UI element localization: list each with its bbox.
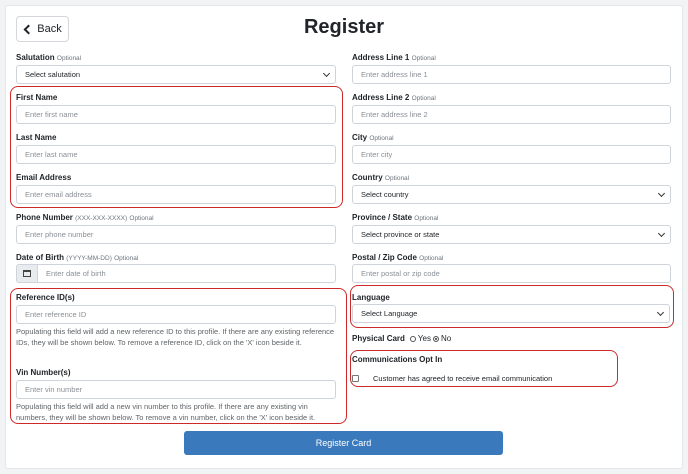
back-label: Back	[37, 23, 62, 35]
email-input[interactable]: Enter email address	[16, 185, 336, 204]
vin-input[interactable]: Enter vin number	[16, 380, 336, 399]
opt-in-checkbox-label: Customer has agreed to receive email communication	[373, 374, 553, 383]
first-name-input[interactable]: Enter first name	[16, 105, 336, 124]
physical-card-no-label: No	[440, 334, 452, 343]
city-label: City Optional	[352, 133, 394, 142]
calendar-icon	[23, 270, 31, 277]
reference-label: Reference ID(s)	[16, 293, 75, 302]
chevron-down-icon	[657, 308, 664, 315]
address2-label: Address Line 2 Optional	[352, 93, 436, 102]
register-card-button[interactable]: Register Card	[184, 431, 503, 455]
reference-help-text: Populating this field will add a new reference ID to this profile. If there are any existing reference IDs, they will be shown below. To remove a reference ID, click on the 'X' icon beside it.	[16, 327, 335, 347]
language-label: Language	[352, 293, 390, 302]
province-label: Province / State Optional	[352, 213, 439, 222]
email-label: Email Address	[16, 173, 72, 182]
city-input[interactable]: Enter city	[352, 145, 671, 164]
first-name-label: First Name	[16, 93, 58, 102]
phone-label: Phone Number (XXX-XXX-XXXX) Optional	[16, 213, 154, 222]
chevron-down-icon	[658, 229, 665, 236]
physical-card-yes-radio[interactable]	[410, 336, 416, 342]
opt-in-checkbox[interactable]	[352, 375, 359, 382]
calendar-button[interactable]	[16, 264, 38, 283]
country-label: Country Optional	[352, 173, 410, 182]
address2-input[interactable]: Enter address line 2	[352, 105, 671, 124]
physical-card-row	[352, 334, 451, 343]
province-select[interactable]: Select province or state	[352, 225, 671, 244]
last-name-input[interactable]: Enter last name	[16, 145, 336, 164]
chevron-down-icon	[323, 69, 330, 76]
address1-label: Address Line 1 Optional	[352, 53, 436, 62]
physical-card-yes-label: Yes	[417, 334, 431, 343]
physical-card-no-radio[interactable]	[433, 336, 439, 342]
last-name-label: Last Name	[16, 133, 57, 142]
salutation-label: Salutation Optional	[16, 53, 82, 62]
phone-input[interactable]: Enter phone number	[16, 225, 336, 244]
page-title: Register	[303, 16, 385, 38]
vin-label: Vin Number(s)	[16, 368, 71, 377]
chevron-down-icon	[658, 189, 665, 196]
dob-input[interactable]: Enter date of birth	[37, 264, 336, 283]
reference-input[interactable]: Enter reference ID	[16, 305, 336, 324]
physical-card-label: Physical Card	[352, 334, 405, 343]
vin-help-text: Populating this field will add a new vin number to this profile. If there are any existing vin numbers, they will be shown below. To remove a vin number, click on the 'X' icon beside it.	[16, 402, 316, 422]
opt-in-label: Communications Opt In	[352, 355, 443, 364]
language-select[interactable]: Select Language	[352, 304, 670, 323]
address1-input[interactable]: Enter address line 1	[352, 65, 671, 84]
country-select[interactable]: Select country	[352, 185, 671, 204]
postal-input[interactable]: Enter postal or zip code	[352, 264, 671, 283]
postal-label: Postal / Zip Code Optional	[352, 253, 444, 262]
salutation-select[interactable]: Select salutation	[16, 65, 336, 84]
dob-label: Date of Birth (YYYY-MM-DD) Optional	[16, 253, 139, 262]
